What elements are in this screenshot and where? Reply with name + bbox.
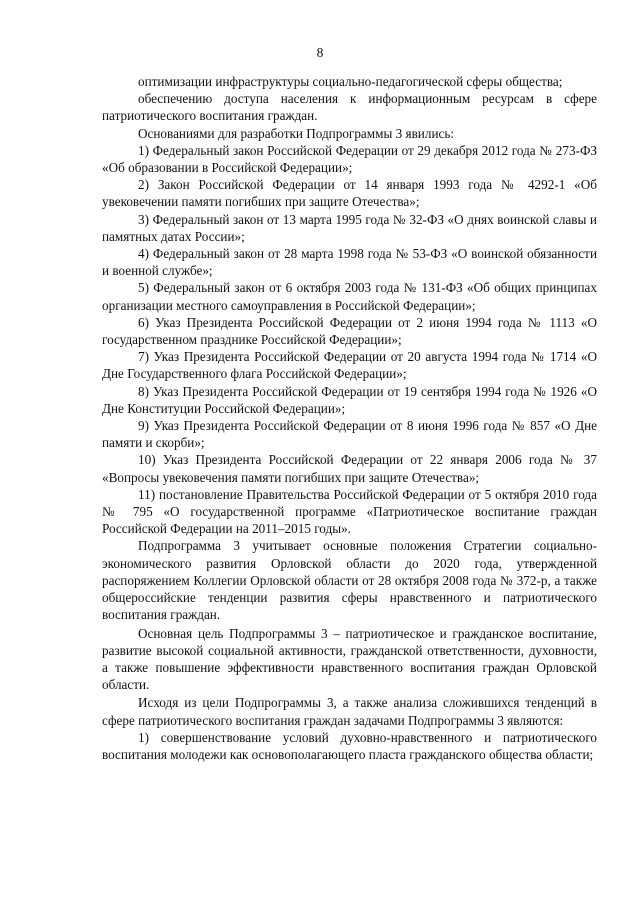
paragraph: Подпрограмма 3 учитывает основные положения Стратегии социально-экономического развития Орловской области до 2020 года, утвержденной распоряжением Коллегии Орловской области от 28 октября 2008 года № 372-р, а также общероссийские тенденции развития сферы нравственного и патриотического воспитания граждан. [102, 538, 597, 623]
list-item: 3) Федеральный закон от 13 марта 1995 года № 32-ФЗ «О днях воинской славы и памятных датах России»; [102, 211, 597, 244]
paragraph: Основаниями для разработки Подпрограммы 3 явились: [138, 125, 455, 141]
page-number: 8 [316, 45, 324, 60]
list-item: 1) Федеральный закон Российской Федерации от 29 декабря 2012 года № 273-ФЗ «Об образовании в Российской Федерации»; [102, 142, 597, 176]
list-item: 5) Федеральный закон от 6 октября 2003 года № 131-ФЗ «Об общих принципах организации местного самоуправления в Российской Федерации»; [102, 280, 597, 313]
document-body [102, 73, 597, 763]
list-item: 11) постановление Правительства Российской Федерации от 5 октября 2010 года № 795 «О государственной программе «Патриотическое воспитание граждан Российской Федерации на 2011–2015 годы». [102, 486, 597, 537]
paragraph: Исходя из цели Подпрограммы 3, а также анализа сложившихся тенденций в сфере патриотического воспитания граждан задачами Подпрограммы 3 являются: [102, 695, 597, 728]
list-item: 4) Федеральный закон от 28 марта 1998 года № 53-ФЗ «О воинской обязанности и военной службе»; [102, 246, 597, 279]
paragraph: обеспечению доступа населения к информационным ресурсам в сфере патриотического воспитания граждан. [102, 91, 597, 124]
list-item: 6) Указ Президента Российской Федерации от 2 июня 1994 года № 1113 «О государственном празднике Российской Федерации»; [102, 314, 597, 348]
list-item: 7) Указ Президента Российской Федерации от 20 августа 1994 года № 1714 «О Дне Государственного флага Российской Федерации»; [102, 349, 597, 382]
paragraph: Основная цель Подпрограммы 3 – патриотическое и гражданское воспитание, развитие высокой социальной активности, гражданской ответственности, духовности, а также повышение эффективности нравственного воспитания граждан Орловской области. [102, 625, 597, 693]
paragraph: оптимизации инфраструктуры социально-педагогической сферы общества; [138, 74, 563, 89]
list-item: 9) Указ Президента Российской Федерации от 8 июня 1996 года № 857 «О Дне памяти и скорби»; [102, 418, 597, 451]
list-item: 8) Указ Президента Российской Федерации от 19 сентября 1994 года № 1926 «О Дне Конституции Российской Федерации»; [102, 383, 597, 416]
list-item: 10) Указ Президента Российской Федерации от 22 января 2006 года № 37 «Вопросы увековечения памяти погибших при защите Отечества»; [102, 452, 597, 485]
list-item: 2) Закон Российской Федерации от 14 января 1993 года № 4292-1 «Об увековечении памяти погибших при защите Отечества»; [102, 177, 597, 210]
list-item: 1) совершенствование условий духовно-нравственного и патриотического воспитания молодежи как основополагающего пласта гражданского общества области; [102, 729, 597, 762]
